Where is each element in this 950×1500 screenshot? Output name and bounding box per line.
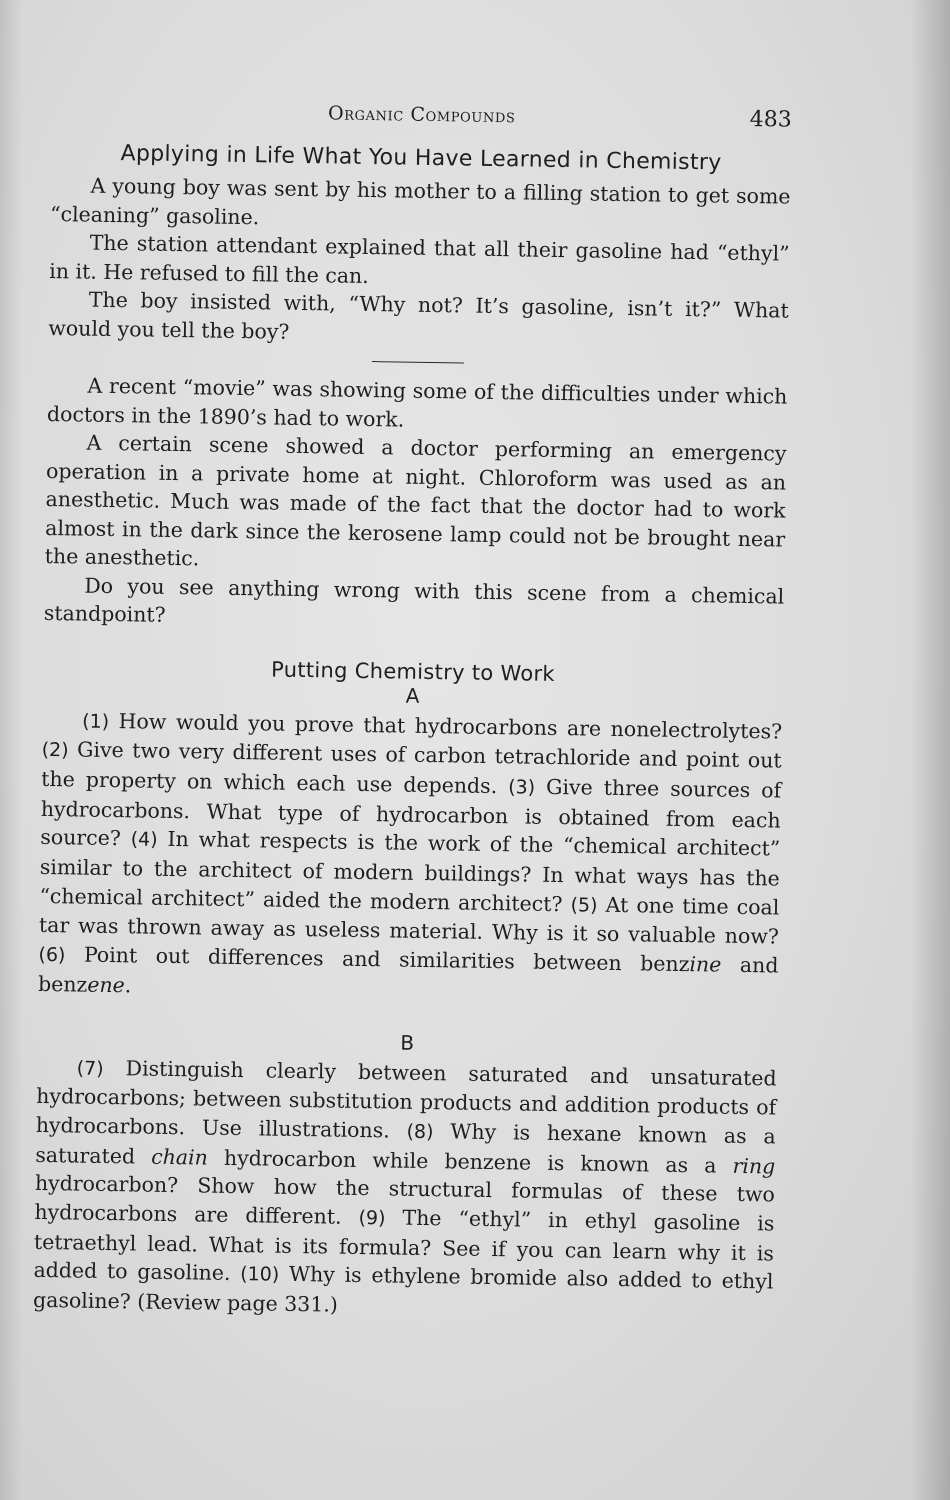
question-text: Why is ethylene bromide also added to ethyl gasoline? (Review page 331.): [32, 1262, 774, 1317]
question-text: The “ethyl” in ethyl gasoline is tetraethyl lead. What is its formula? See if you can learn why it is added to gasoline.: [33, 1205, 775, 1286]
question-paragraph: [38, 705, 783, 1010]
question-text: Give two very different uses of carbon tetrachloride and point out the property on which each use depends.: [41, 737, 782, 798]
running-head: [51, 96, 791, 142]
question-text: Give three sources of hydrocarbons. What type of hydrocarbon is obtained from each source?: [40, 774, 782, 851]
question-number: (7): [76, 1057, 104, 1080]
question-number: (4): [130, 828, 158, 852]
question-text: At one time coal tar was thrown away as useless material. Why is it so valuable now?: [38, 892, 780, 949]
page-number: 483: [749, 106, 792, 133]
question-text: hydrocarbon? Show how the structural formulas of these two hydrocarbons are different.: [34, 1171, 776, 1229]
question-text-italic: ene: [87, 972, 125, 998]
question-number: (8): [406, 1120, 434, 1144]
question-number: (3): [508, 776, 536, 799]
question-text: Point out differences and similarities between benz: [83, 942, 690, 977]
question-text: In what respects is the work of the “chemical architect” similar to the architect of modern buildings? In what ways has the “chemical architect” aided the modern architect?: [39, 827, 781, 916]
page-content: [33, 96, 792, 1326]
problem-gasoline: [48, 171, 791, 354]
question-text: .: [124, 973, 132, 998]
paragraph: A young boy was sent by his mother to a filling station to get some “cleaning” gasoline.: [49, 173, 791, 229]
question-text: Distinguish clearly between saturated and unsaturated hydrocarbons; between substitution products and addition products of hydrocarbons. Use illustrations.: [35, 1055, 777, 1143]
question-text: Why is hexane known as a saturated: [35, 1119, 776, 1169]
section-heading-putting-to-work: Putting Chemistry to Work: [270, 657, 556, 686]
part-letter-b: B: [400, 1030, 415, 1055]
question-number: (2): [41, 739, 69, 762]
question-text-italic: ring: [732, 1153, 776, 1179]
paragraph: The boy insisted with, “Why not? It’s gasoline, isn’t it?” What would you tell the boy?: [48, 287, 789, 344]
question-number: (1): [82, 710, 110, 733]
part-letter-a: A: [405, 683, 420, 708]
question-text: and benz: [37, 952, 779, 997]
page-edge-shadow-left: [0, 0, 22, 1500]
question-text: hydrocarbon while benzene is known as a: [207, 1145, 733, 1178]
page-edge-shadow-right: [910, 0, 950, 1500]
paragraph: A recent “movie” was showing some of the difficulties under which doctors in the 1890’s had to work.: [46, 373, 788, 432]
question-number: (9): [358, 1207, 386, 1230]
question-text: How would you prove that hydrocarbons are nonelectrolytes?: [118, 708, 783, 744]
question-number: (5): [570, 893, 598, 917]
paragraph: The station attendant explained that all their gasoline had “ethyl” in it. He refused to fill the can.: [49, 230, 790, 288]
paragraph: Do you see anything wrong with this scene from a chemical standpoint?: [43, 573, 785, 627]
running-title: Organic Compounds: [327, 102, 516, 128]
question-number: (10): [240, 1263, 280, 1287]
question-text-italic: ine: [689, 952, 722, 977]
questions-part-a: [38, 705, 783, 1010]
section-heading-applying: Applying in Life What You Have Learned in Chemistry: [120, 141, 722, 176]
questions-part-b: [33, 1052, 777, 1326]
question-text-italic: chain: [151, 1144, 209, 1170]
separator-rule: [372, 361, 464, 363]
question-number: (6): [38, 944, 66, 967]
question-paragraph: [33, 1052, 777, 1326]
problem-chloroform: [44, 371, 788, 639]
paragraph: A certain scene showed a doctor performing an emergency operation in a private home at night. Chloroform was used as an anesthetic. Much was made of the fact that the doctor had to work almost in the dark since the kerosene lamp could not be brought near the anesthetic.: [44, 430, 787, 571]
